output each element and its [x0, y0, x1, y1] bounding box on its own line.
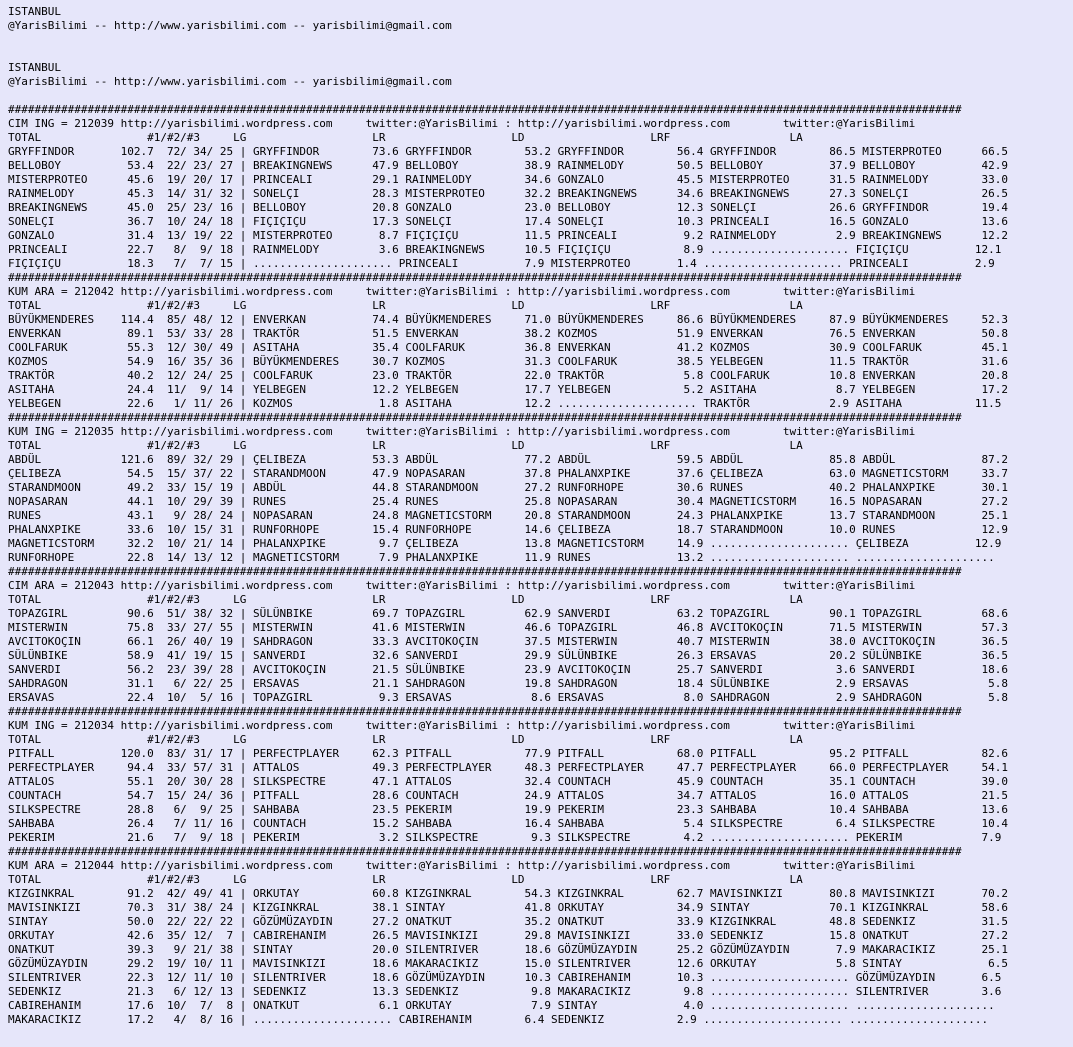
header-city: ISTANBUL	[8, 5, 61, 18]
table-row: RAINMELODY 45.3 14/ 31/ 32 | SONELÇI 28.3 MISTERPROTEO 32.2 BREAKINGNEWS 34.6 BREAKINGNEWS 27.3 SONELÇI 26.5	[8, 187, 1009, 200]
table-row: COUNTACH 54.7 15/ 24/ 36 | PITFALL 28.6 COUNTACH 24.9 ATTALOS 34.7 ATTALOS 16.0 ATTALOS 21.5	[8, 789, 1009, 802]
table-row: COOLFARUK 55.3 12/ 30/ 49 | ASITAHA 35.4 COOLFARUK 36.8 ENVERKAN 41.2 KOZMOS 30.9 COOLFARUK 45.1	[8, 341, 1009, 354]
column-header: TOTAL #1/#2/#3 LG LR LD LRF LA	[8, 131, 803, 144]
table-row: PERFECTPLAYER 94.4 33/ 57/ 31 | ATTALOS 49.3 PERFECTPLAYER 48.3 PERFECTPLAYER 47.7 PERFECTPLAYER 66.0 PERFECTPLAYER 54.1	[8, 761, 1009, 774]
table-row: SAHBABA 26.4 7/ 11/ 16 | COUNTACH 15.2 SAHBABA 16.4 SAHBABA 5.4 SILKSPECTRE 6.4 SILKSPECTRE 10.4	[8, 817, 1009, 830]
header-block-1	[0, 5, 1073, 33]
table-row: RUNES 43.1 9/ 28/ 24 | NOPASARAN 24.8 MAGNETICSTORM 20.8 STARANDMOON 24.3 PHALANXPIKE 13.7 STARANDMOON 25.1	[8, 509, 1009, 522]
table-row: SÜLÜNBIKE 58.9 41/ 19/ 15 | SANVERDI 32.6 SANVERDI 29.9 SÜLÜNBIKE 26.3 ERSAVAS 20.2 SÜLÜNBIKE 36.5	[8, 649, 1009, 662]
table-row: YELBEGEN 22.6 1/ 11/ 26 | KOZMOS 1.8 ASITAHA 12.2 ..................... TRAKTÖR 2.9 ASITAHA 11.5	[8, 397, 1002, 410]
table-row: RUNFORHOPE 22.8 14/ 13/ 12 | MAGNETICSTORM 7.9 PHALANXPIKE 11.9 RUNES 13.2 ..................... .....................	[8, 551, 995, 564]
table-row: NOPASARAN 44.1 10/ 29/ 39 | RUNES 25.4 RUNES 25.8 NOPASARAN 30.4 MAGNETICSTORM 16.5 NOPASARAN 27.2	[8, 495, 1009, 508]
table-row: PEKERIM 21.6 7/ 9/ 18 | PEKERIM 3.2 SILKSPECTRE 9.3 SILKSPECTRE 4.2 ..................... PEKERIM 7.9	[8, 831, 1002, 844]
separator-line: ################################################################################################################################################	[8, 271, 962, 284]
table-row: ABDÜL 121.6 89/ 32/ 29 | ÇELIBEZA 53.3 ABDÜL 77.2 ABDÜL 59.5 ABDÜL 85.8 ABDÜL 87.2	[8, 453, 1009, 466]
table-row: BREAKINGNEWS 45.0 25/ 23/ 16 | BELLOBOY 20.8 GONZALO 23.0 BELLOBOY 12.3 SONELÇI 26.6 GRYFFINDOR 19.4	[8, 201, 1009, 214]
separator-line: ################################################################################################################################################	[8, 845, 962, 858]
table-row: GONZALO 31.4 13/ 19/ 22 | MISTERPROTEO 8.7 FIÇIÇIÇU 11.5 PRINCEALI 9.2 RAINMELODY 2.9 BREAKINGNEWS 12.2	[8, 229, 1009, 242]
column-header: TOTAL #1/#2/#3 LG LR LD LRF LA	[8, 593, 803, 606]
table-row: PRINCEALI 22.7 8/ 9/ 18 | RAINMELODY 3.6 BREAKINGNEWS 10.5 FIÇIÇIÇU 8.9 ..................... FIÇIÇIÇU 12.1	[8, 243, 1002, 256]
table-row: MAKARACIKIZ 17.2 4/ 8/ 16 | ..................... CABIREHANIM 6.4 SEDENKIZ 2.9 ..................... .....................	[8, 1013, 989, 1026]
table-row: ORKUTAY 42.6 35/ 12/ 7 | CABIREHANIM 26.5 MAVISINKIZI 29.8 MAVISINKIZI 33.0 SEDENKIZ 15.8 ONATKUT 27.2	[8, 929, 1009, 942]
table-row: MAGNETICSTORM 32.2 10/ 21/ 14 | PHALANXPIKE 9.7 ÇELIBEZA 13.8 MAGNETICSTORM 14.9 ..................... ÇELIBEZA 12.9	[8, 537, 1002, 550]
table-row: GRYFFINDOR 102.7 72/ 34/ 25 | GRYFFINDOR 73.6 GRYFFINDOR 53.2 GRYFFINDOR 56.4 GRYFFINDOR 86.5 MISTERPROTEO 66.5	[8, 145, 1009, 158]
table-row: SILENTRIVER 22.3 12/ 11/ 10 | SILENTRIVER 18.6 GÖZÜMÜZAYDIN 10.3 CABIREHANIM 10.3 ..................... GÖZÜMÜZAYDIN 6.5	[8, 971, 1002, 984]
separator-line: ################################################################################################################################################	[8, 705, 962, 718]
separator-line: ################################################################################################################################################	[8, 565, 962, 578]
table-row: BÜYÜKMENDERES 114.4 85/ 48/ 12 | ENVERKAN 74.4 BÜYÜKMENDERES 71.0 BÜYÜKMENDERES 86.6 BÜYÜKMENDERES 87.9 BÜYÜKMENDERES 52.3	[8, 313, 1009, 326]
separator-line: ################################################################################################################################################	[8, 411, 962, 424]
race-title: KUM ING = 212035 http://yarisbilimi.wordpress.com twitter:@YarisBilimi : http://yarisbilimi.wordpress.com twitter:@YarisBilimi	[8, 425, 916, 438]
table-row: MISTERPROTEO 45.6 19/ 20/ 17 | PRINCEALI 29.1 RAINMELODY 34.6 GONZALO 45.5 MISTERPROTEO 31.5 RAINMELODY 33.0	[8, 173, 1009, 186]
column-header: TOTAL #1/#2/#3 LG LR LD LRF LA	[8, 299, 803, 312]
table-row: SILKSPECTRE 28.8 6/ 9/ 25 | SAHBABA 23.5 PEKERIM 19.9 PEKERIM 23.3 SAHBABA 10.4 SAHBABA 13.6	[8, 803, 1009, 816]
table-row: FIÇIÇIÇU 18.3 7/ 7/ 15 | ..................... PRINCEALI 7.9 MISTERPROTEO 1.4 ..................... PRINCEALI 2.9	[8, 257, 995, 270]
race-title: KUM ARA = 212042 http://yarisbilimi.wordpress.com twitter:@YarisBilimi : http://yarisbilimi.wordpress.com twitter:@YarisBilimi	[8, 285, 916, 298]
table-row: SINTAY 50.0 22/ 22/ 22 | GÖZÜMÜZAYDIN 27.2 ONATKUT 35.2 ONATKUT 33.9 KIZGINKRAL 48.8 SEDENKIZ 31.5	[8, 915, 1009, 928]
table-row: PHALANXPIKE 33.6 10/ 15/ 31 | RUNFORHOPE 15.4 RUNFORHOPE 14.6 ÇELIBEZA 18.7 STARANDMOON 10.0 RUNES 12.9	[8, 523, 1009, 536]
table-row: STARANDMOON 49.2 33/ 15/ 19 | ABDÜL 44.8 STARANDMOON 27.2 RUNFORHOPE 30.6 RUNES 40.2 PHALANXPIKE 30.1	[8, 481, 1009, 494]
table-row: ONATKUT 39.3 9/ 21/ 38 | SINTAY 20.0 SILENTRIVER 18.6 GÖZÜMÜZAYDIN 25.2 GÖZÜMÜZAYDIN 7.9 MAKARACIKIZ 25.1	[8, 943, 1009, 956]
header-contact: @YarisBilimi -- http://www.yarisbilimi.com -- yarisbilimi@gmail.com	[8, 75, 452, 88]
table-row: CABIREHANIM 17.6 10/ 7/ 8 | ONATKUT 6.1 ORKUTAY 7.9 SINTAY 4.0 ..................... .....................	[8, 999, 995, 1012]
table-row: SANVERDI 56.2 23/ 39/ 28 | AVCITOKOÇIN 21.5 SÜLÜNBIKE 23.9 AVCITOKOÇIN 25.7 SANVERDI 3.6 SANVERDI 18.6	[8, 663, 1009, 676]
race-title: KUM ARA = 212044 http://yarisbilimi.wordpress.com twitter:@YarisBilimi : http://yarisbilimi.wordpress.com twitter:@YarisBilimi	[8, 859, 916, 872]
table-row: MISTERWIN 75.8 33/ 27/ 55 | MISTERWIN 41.6 MISTERWIN 46.6 TOPAZGIRL 46.8 AVCITOKOÇIN 71.5 MISTERWIN 57.3	[8, 621, 1009, 634]
race-tables	[0, 103, 1073, 1027]
table-row: GÖZÜMÜZAYDIN 29.2 19/ 10/ 11 | MAVISINKIZI 18.6 MAKARACIKIZ 15.0 SILENTRIVER 12.6 ORKUTAY 5.8 SINTAY 6.5	[8, 957, 1009, 970]
table-row: SEDENKIZ 21.3 6/ 12/ 13 | SEDENKIZ 13.3 SEDENKIZ 9.8 MAKARACIKIZ 9.8 ..................... SILENTRIVER 3.6	[8, 985, 1002, 998]
table-row: TOPAZGIRL 90.6 51/ 38/ 32 | SÜLÜNBIKE 69.7 TOPAZGIRL 62.9 SANVERDI 63.2 TOPAZGIRL 90.1 TOPAZGIRL 68.6	[8, 607, 1009, 620]
table-row: AVCITOKOÇIN 66.1 26/ 40/ 19 | SAHDRAGON 33.3 AVCITOKOÇIN 37.5 MISTERWIN 40.7 MISTERWIN 38.0 AVCITOKOÇIN 36.5	[8, 635, 1009, 648]
table-row: SAHDRAGON 31.1 6/ 22/ 25 | ERSAVAS 21.1 SAHDRAGON 19.8 SAHDRAGON 18.4 SÜLÜNBIKE 2.9 ERSAVAS 5.8	[8, 677, 1009, 690]
table-row: ENVERKAN 89.1 53/ 33/ 28 | TRAKTÖR 51.5 ENVERKAN 38.2 KOZMOS 51.9 ENVERKAN 76.5 ENVERKAN 50.8	[8, 327, 1009, 340]
column-header: TOTAL #1/#2/#3 LG LR LD LRF LA	[8, 873, 803, 886]
table-row: KIZGINKRAL 91.2 42/ 49/ 41 | ORKUTAY 60.8 KIZGINKRAL 54.3 KIZGINKRAL 62.7 MAVISINKIZI 80.8 MAVISINKIZI 70.2	[8, 887, 1009, 900]
header-block-2	[0, 61, 1073, 89]
table-row: BELLOBOY 53.4 22/ 23/ 27 | BREAKINGNEWS 47.9 BELLOBOY 38.9 RAINMELODY 50.5 BELLOBOY 37.9 BELLOBOY 42.9	[8, 159, 1009, 172]
table-row: ÇELIBEZA 54.5 15/ 37/ 22 | STARANDMOON 47.9 NOPASARAN 37.8 PHALANXPIKE 37.6 ÇELIBEZA 63.0 MAGNETICSTORM 33.7	[8, 467, 1009, 480]
table-row: ERSAVAS 22.4 10/ 5/ 16 | TOPAZGIRL 9.3 ERSAVAS 8.6 ERSAVAS 8.0 SAHDRAGON 2.9 SAHDRAGON 5.8	[8, 691, 1009, 704]
race-title: KUM ING = 212034 http://yarisbilimi.wordpress.com twitter:@YarisBilimi : http://yarisbilimi.wordpress.com twitter:@YarisBilimi	[8, 719, 916, 732]
race-title: CIM ARA = 212043 http://yarisbilimi.wordpress.com twitter:@YarisBilimi : http://yarisbilimi.wordpress.com twitter:@YarisBilimi	[8, 579, 916, 592]
race-title: CIM ING = 212039 http://yarisbilimi.wordpress.com twitter:@YarisBilimi : http://yarisbilimi.wordpress.com twitter:@YarisBilimi	[8, 117, 916, 130]
column-header: TOTAL #1/#2/#3 LG LR LD LRF LA	[8, 439, 803, 452]
table-row: PITFALL 120.0 83/ 31/ 17 | PERFECTPLAYER 62.3 PITFALL 77.9 PITFALL 68.0 PITFALL 95.2 PITFALL 82.6	[8, 747, 1009, 760]
table-row: KOZMOS 54.9 16/ 35/ 36 | BÜYÜKMENDERES 30.7 KOZMOS 31.3 COOLFARUK 38.5 YELBEGEN 11.5 TRAKTÖR 31.6	[8, 355, 1009, 368]
table-row: MAVISINKIZI 70.3 31/ 38/ 24 | KIZGINKRAL 38.1 SINTAY 41.8 ORKUTAY 34.9 SINTAY 70.1 KIZGINKRAL 58.6	[8, 901, 1009, 914]
table-row: TRAKTÖR 40.2 12/ 24/ 25 | COOLFARUK 23.0 TRAKTÖR 22.0 TRAKTÖR 5.8 COOLFARUK 10.8 ENVERKAN 20.8	[8, 369, 1009, 382]
table-row: ASITAHA 24.4 11/ 9/ 14 | YELBEGEN 12.2 YELBEGEN 17.7 YELBEGEN 5.2 ASITAHA 8.7 YELBEGEN 17.2	[8, 383, 1009, 396]
separator-line: ################################################################################################################################################	[8, 103, 962, 116]
header-city: ISTANBUL	[8, 61, 61, 74]
table-row: ATTALOS 55.1 20/ 30/ 28 | SILKSPECTRE 47.1 ATTALOS 32.4 COUNTACH 45.9 COUNTACH 35.1 COUNTACH 39.0	[8, 775, 1009, 788]
header-gap	[0, 33, 1073, 61]
table-row: SONELÇI 36.7 10/ 24/ 18 | FIÇIÇIÇU 17.3 SONELÇI 17.4 SONELÇI 10.3 PRINCEALI 16.5 GONZALO 13.6	[8, 215, 1009, 228]
column-header: TOTAL #1/#2/#3 LG LR LD LRF LA	[8, 733, 803, 746]
header-contact: @YarisBilimi -- http://www.yarisbilimi.com -- yarisbilimi@gmail.com	[8, 19, 452, 32]
